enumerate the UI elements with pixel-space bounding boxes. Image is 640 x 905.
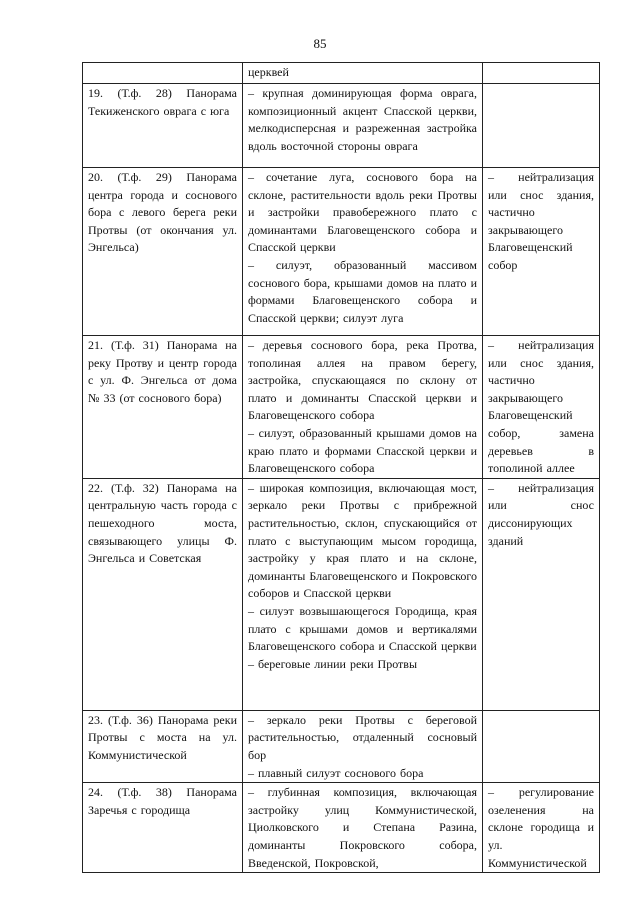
element-item: – зеркало реки Протвы с береговой растительностью, отдаленный сосновый бор (248, 712, 477, 762)
table-row (83, 84, 600, 168)
cell-place: 20. (Т.ф. 29) Панорама центра города и соснового бора с левого берега реки Протвы (от окончания ул. Энгельса) (83, 168, 243, 336)
landscape-table (82, 62, 600, 873)
cell-place: 24. (Т.ф. 38) Панорама Заречья с городища (83, 783, 243, 873)
element-item: – силуэт, образованный массивом соснового бора, крышами домов на плато и формами Благовещенского собора и Спасской церкви; силуэт луга (248, 257, 477, 325)
cell-elements (243, 336, 483, 479)
cell-elements (243, 478, 483, 710)
cell-elements (243, 783, 483, 873)
cell-place (83, 63, 243, 84)
element-item: – силуэт возвышающегося Городища, края плато с крышами домов и вертикалями Благовещенского собора и Спасской церкви (248, 603, 477, 654)
element-item: – деревья соснового бора, река Протва, тополиная аллея на правом берегу, застройка, спускающаяся по склону от плато и доминанты Спасской церкви и Благовещенского собора (248, 338, 477, 423)
table-row (83, 783, 600, 873)
measure-item: – нейтрализация или снос здания, частично закрывающего Благовещенский собор (488, 170, 594, 272)
cell-measures (483, 783, 600, 873)
cell-place: 19. (Т.ф. 28) Панорама Текиженского оврага с юга (83, 84, 243, 168)
measure-item: – нейтрализация или снос здания, частично закрывающего Благовещенский собор, замена деревьев в тополиной аллее (488, 338, 594, 476)
cell-measures (483, 168, 600, 336)
element-item: – силуэт, образованный крышами домов на краю плато и формами Спасской церкви и Благовещенского собора (248, 425, 477, 476)
table-row (83, 478, 600, 710)
element-item: – широкая композиция, включающая мост, зеркало реки Протвы с прибрежной растительностью, склон, спускающийся от плато с выступающим мысом городища, застройку у края плато и на склоне, доминанты Благовещенского и Покровского соборов и Спасской церкви (248, 480, 477, 601)
element-item: – сочетание луга, соснового бора на склоне, растительности вдоль реки Протвы и застройки правобережного плато с доминантами Благовещенского собора и Спасской церкви (248, 170, 477, 255)
element-item: церквей (248, 65, 289, 79)
table-body (83, 63, 600, 873)
table-row (83, 336, 600, 479)
table-row (83, 710, 600, 782)
cell-measures (483, 478, 600, 710)
cell-place: 22. (Т.ф. 32) Панорама на центральную часть города с пешеходного моста, связывающего улицы Ф. Энгельса и Советская (83, 478, 243, 710)
element-item: – плавный силуэт соснового бора (248, 765, 424, 780)
cell-elements (243, 84, 483, 168)
table-row (83, 168, 600, 336)
element-item: – крупная доминирующая форма оврага, композиционный акцент Спасской церкви, мелкодисперсная и разреженная застройка вдоль восточной стороны оврага (248, 86, 477, 153)
measure-item: – регулирование озеленения на склоне городища и ул. Коммунистической (488, 785, 594, 870)
cell-place: 21. (Т.ф. 31) Панорама на реку Протву и центр города с ул. Ф. Энгельса от дома № 33 (от соснового бора) (83, 336, 243, 479)
cell-elements (243, 168, 483, 336)
cell-elements (243, 710, 483, 782)
element-item: – глубинная композиция, включающая застройку улиц Коммунистической, Циолковского и Степана Разина, доминанты Покровского собора, Введенской, Покровской, (248, 785, 477, 870)
page-number: 85 (313, 36, 327, 51)
cell-measures (483, 336, 600, 479)
cell-place: 23. (Т.ф. 36) Панорама реки Протвы с моста на ул. Коммунистической (83, 710, 243, 782)
table-row (83, 63, 600, 84)
measure-item: – нейтрализация или снос диссонирующих зданий (488, 480, 594, 548)
cell-measures (483, 710, 600, 782)
element-item: – береговые линии реки Протвы (248, 656, 418, 671)
cell-measures (483, 63, 600, 84)
cell-elements (243, 63, 483, 84)
cell-measures (483, 84, 600, 168)
